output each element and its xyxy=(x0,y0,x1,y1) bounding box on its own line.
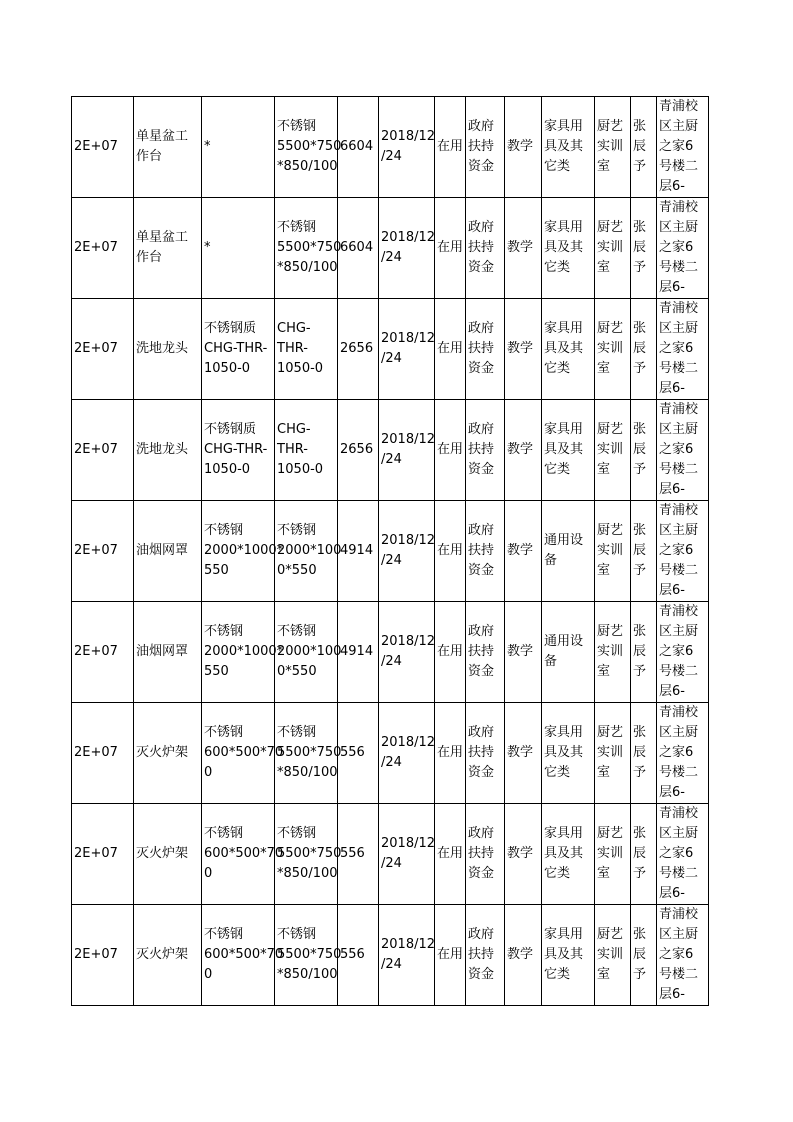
asset-category-cell: 家具用 具及其 它类 xyxy=(542,299,595,400)
custodian-cell: 张 辰 予 xyxy=(631,703,657,804)
asset-name-cell: 洗地龙头 xyxy=(134,299,202,400)
funding-source-cell: 政府 扶持 资金 xyxy=(466,905,505,1006)
table-row xyxy=(72,602,709,703)
asset-category-cell: 家具用 具及其 它类 xyxy=(542,703,595,804)
usage-status-cell: 在用 xyxy=(435,703,466,804)
location-cell: 青浦校 区主厨 之家6 号楼二 层6- xyxy=(657,97,709,198)
asset-model-cell: 不锈钢 5500*750 *850/100 xyxy=(275,804,338,905)
usage-direction-cell: 教学 xyxy=(505,299,542,400)
asset-category-cell: 家具用 具及其 它类 xyxy=(542,400,595,501)
funding-source-cell: 政府 扶持 资金 xyxy=(466,400,505,501)
asset-model-cell: 不锈钢 5500*750 *850/100 xyxy=(275,198,338,299)
usage-direction-cell: 教学 xyxy=(505,400,542,501)
location-cell: 青浦校 区主厨 之家6 号楼二 层6- xyxy=(657,198,709,299)
asset-category-cell: 家具用 具及其 它类 xyxy=(542,97,595,198)
department-cell: 厨艺 实训 室 xyxy=(595,400,631,501)
asset-price-cell: 2656 xyxy=(338,400,379,501)
usage-status-cell: 在用 xyxy=(435,905,466,1006)
funding-source-cell: 政府 扶持 资金 xyxy=(466,804,505,905)
asset-name-cell: 油烟网罩 xyxy=(134,501,202,602)
asset-spec-cell: 不锈钢 600*500*70 0 xyxy=(202,905,275,1006)
asset-price-cell: 556 xyxy=(338,905,379,1006)
purchase-date-cell: 2018/12 /24 xyxy=(379,400,435,501)
asset-spec-cell: 不锈钢 600*500*70 0 xyxy=(202,703,275,804)
location-cell: 青浦校 区主厨 之家6 号楼二 层6- xyxy=(657,804,709,905)
department-cell: 厨艺 实训 室 xyxy=(595,97,631,198)
asset-id-cell: 2E+07 xyxy=(72,905,134,1006)
asset-spec-cell: * xyxy=(202,198,275,299)
usage-direction-cell: 教学 xyxy=(505,703,542,804)
asset-model-cell: 不锈钢 5500*750 *850/100 xyxy=(275,97,338,198)
department-cell: 厨艺 实训 室 xyxy=(595,501,631,602)
purchase-date-cell: 2018/12 /24 xyxy=(379,804,435,905)
asset-model-cell: 不锈钢 5500*750 *850/100 xyxy=(275,703,338,804)
funding-source-cell: 政府 扶持 资金 xyxy=(466,97,505,198)
table-row xyxy=(72,198,709,299)
asset-price-cell: 6604 xyxy=(338,198,379,299)
usage-status-cell: 在用 xyxy=(435,602,466,703)
department-cell: 厨艺 实训 室 xyxy=(595,905,631,1006)
usage-status-cell: 在用 xyxy=(435,501,466,602)
custodian-cell: 张 辰 予 xyxy=(631,501,657,602)
purchase-date-cell: 2018/12 /24 xyxy=(379,198,435,299)
asset-category-cell: 通用设 备 xyxy=(542,602,595,703)
asset-model-cell: 不锈钢 2000*100 0*550 xyxy=(275,602,338,703)
funding-source-cell: 政府 扶持 资金 xyxy=(466,299,505,400)
usage-status-cell: 在用 xyxy=(435,299,466,400)
usage-status-cell: 在用 xyxy=(435,97,466,198)
location-cell: 青浦校 区主厨 之家6 号楼二 层6- xyxy=(657,703,709,804)
asset-category-cell: 家具用 具及其 它类 xyxy=(542,804,595,905)
department-cell: 厨艺 实训 室 xyxy=(595,299,631,400)
usage-direction-cell: 教学 xyxy=(505,905,542,1006)
asset-id-cell: 2E+07 xyxy=(72,501,134,602)
asset-model-cell: 不锈钢 2000*100 0*550 xyxy=(275,501,338,602)
asset-name-cell: 洗地龙头 xyxy=(134,400,202,501)
asset-model-cell: CHG- THR- 1050-0 xyxy=(275,400,338,501)
location-cell: 青浦校 区主厨 之家6 号楼二 层6- xyxy=(657,501,709,602)
table-row xyxy=(72,501,709,602)
custodian-cell: 张 辰 予 xyxy=(631,602,657,703)
asset-price-cell: 556 xyxy=(338,804,379,905)
department-cell: 厨艺 实训 室 xyxy=(595,602,631,703)
location-cell: 青浦校 区主厨 之家6 号楼二 层6- xyxy=(657,602,709,703)
location-cell: 青浦校 区主厨 之家6 号楼二 层6- xyxy=(657,400,709,501)
asset-price-cell: 4914 xyxy=(338,501,379,602)
asset-id-cell: 2E+07 xyxy=(72,97,134,198)
usage-direction-cell: 教学 xyxy=(505,198,542,299)
funding-source-cell: 政府 扶持 资金 xyxy=(466,198,505,299)
asset-price-cell: 556 xyxy=(338,703,379,804)
purchase-date-cell: 2018/12 /24 xyxy=(379,501,435,602)
asset-price-cell: 6604 xyxy=(338,97,379,198)
asset-price-cell: 2656 xyxy=(338,299,379,400)
asset-name-cell: 灭火炉架 xyxy=(134,703,202,804)
location-cell: 青浦校 区主厨 之家6 号楼二 层6- xyxy=(657,299,709,400)
asset-category-cell: 家具用 具及其 它类 xyxy=(542,905,595,1006)
funding-source-cell: 政府 扶持 资金 xyxy=(466,501,505,602)
funding-source-cell: 政府 扶持 资金 xyxy=(466,602,505,703)
asset-name-cell: 单星盆工 作台 xyxy=(134,97,202,198)
usage-direction-cell: 教学 xyxy=(505,97,542,198)
custodian-cell: 张 辰 予 xyxy=(631,905,657,1006)
asset-table xyxy=(71,96,709,1006)
table-row xyxy=(72,703,709,804)
asset-id-cell: 2E+07 xyxy=(72,804,134,905)
asset-table-body xyxy=(72,97,709,1006)
custodian-cell: 张 辰 予 xyxy=(631,804,657,905)
asset-id-cell: 2E+07 xyxy=(72,602,134,703)
custodian-cell: 张 辰 予 xyxy=(631,400,657,501)
funding-source-cell: 政府 扶持 资金 xyxy=(466,703,505,804)
table-row xyxy=(72,400,709,501)
asset-category-cell: 通用设 备 xyxy=(542,501,595,602)
purchase-date-cell: 2018/12 /24 xyxy=(379,299,435,400)
table-row xyxy=(72,905,709,1006)
purchase-date-cell: 2018/12 /24 xyxy=(379,602,435,703)
custodian-cell: 张 辰 予 xyxy=(631,299,657,400)
asset-spec-cell: 不锈钢质 CHG-THR- 1050-0 xyxy=(202,400,275,501)
department-cell: 厨艺 实训 室 xyxy=(595,198,631,299)
usage-status-cell: 在用 xyxy=(435,400,466,501)
asset-id-cell: 2E+07 xyxy=(72,198,134,299)
asset-price-cell: 4914 xyxy=(338,602,379,703)
asset-id-cell: 2E+07 xyxy=(72,299,134,400)
usage-direction-cell: 教学 xyxy=(505,804,542,905)
asset-id-cell: 2E+07 xyxy=(72,400,134,501)
table-row xyxy=(72,97,709,198)
asset-spec-cell: 不锈钢 2000*1000* 550 xyxy=(202,501,275,602)
purchase-date-cell: 2018/12 /24 xyxy=(379,905,435,1006)
purchase-date-cell: 2018/12 /24 xyxy=(379,97,435,198)
asset-spec-cell: 不锈钢 600*500*70 0 xyxy=(202,804,275,905)
table-row xyxy=(72,804,709,905)
purchase-date-cell: 2018/12 /24 xyxy=(379,703,435,804)
custodian-cell: 张 辰 予 xyxy=(631,198,657,299)
asset-model-cell: 不锈钢 5500*750 *850/100 xyxy=(275,905,338,1006)
asset-spec-cell: * xyxy=(202,97,275,198)
asset-name-cell: 灭火炉架 xyxy=(134,804,202,905)
asset-id-cell: 2E+07 xyxy=(72,703,134,804)
department-cell: 厨艺 实训 室 xyxy=(595,804,631,905)
asset-name-cell: 油烟网罩 xyxy=(134,602,202,703)
usage-direction-cell: 教学 xyxy=(505,602,542,703)
usage-direction-cell: 教学 xyxy=(505,501,542,602)
location-cell: 青浦校 区主厨 之家6 号楼二 层6- xyxy=(657,905,709,1006)
asset-name-cell: 单星盆工 作台 xyxy=(134,198,202,299)
asset-name-cell: 灭火炉架 xyxy=(134,905,202,1006)
usage-status-cell: 在用 xyxy=(435,804,466,905)
table-row xyxy=(72,299,709,400)
asset-spec-cell: 不锈钢 2000*1000* 550 xyxy=(202,602,275,703)
asset-category-cell: 家具用 具及其 它类 xyxy=(542,198,595,299)
asset-spec-cell: 不锈钢质 CHG-THR- 1050-0 xyxy=(202,299,275,400)
department-cell: 厨艺 实训 室 xyxy=(595,703,631,804)
usage-status-cell: 在用 xyxy=(435,198,466,299)
asset-model-cell: CHG- THR- 1050-0 xyxy=(275,299,338,400)
custodian-cell: 张 辰 予 xyxy=(631,97,657,198)
